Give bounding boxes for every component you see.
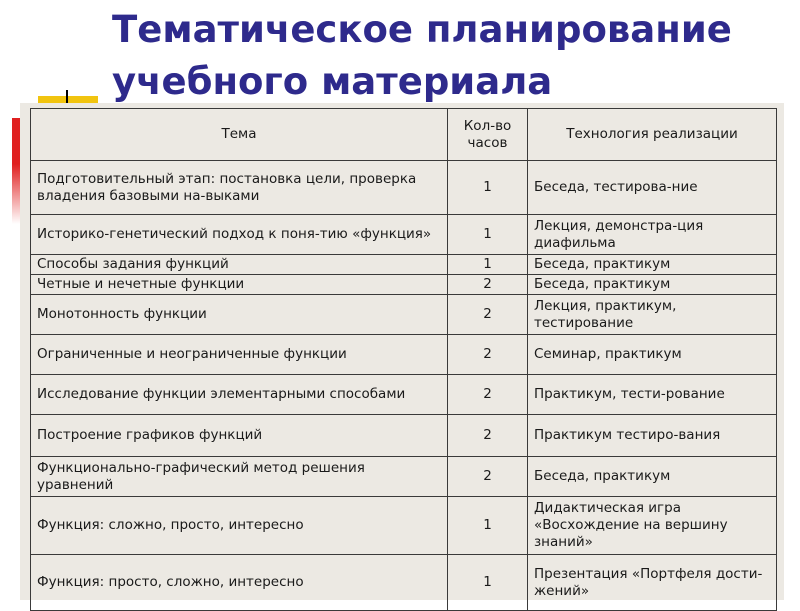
cell-technology: Презентация «Портфеля дости-жений» <box>528 555 777 611</box>
cell-hours: 2 <box>448 275 528 295</box>
cell-technology: Семинар, практикум <box>528 335 777 375</box>
table-row <box>31 457 777 497</box>
table-row <box>31 497 777 555</box>
table-header-row <box>31 109 777 161</box>
table-row <box>31 275 777 295</box>
cell-technology: Беседа, практикум <box>528 255 777 275</box>
cell-topic: Исследование функции элементарными способами <box>31 375 448 415</box>
table-row <box>31 161 777 215</box>
table-row <box>31 415 777 457</box>
table-row <box>31 335 777 375</box>
table-row <box>31 215 777 255</box>
cell-hours: 1 <box>448 215 528 255</box>
cell-hours: 2 <box>448 335 528 375</box>
table-row <box>31 255 777 275</box>
slide-title: Тематическое планирование учебного материала <box>112 8 732 103</box>
header-technology: Технология реализации <box>528 109 777 161</box>
cell-hours: 2 <box>448 415 528 457</box>
cell-hours: 1 <box>448 555 528 611</box>
cell-hours: 2 <box>448 457 528 497</box>
header-topic: Тема <box>31 109 448 161</box>
cell-hours: 2 <box>448 295 528 335</box>
cell-hours: 1 <box>448 161 528 215</box>
cell-topic: Построение графиков функций <box>31 415 448 457</box>
cell-topic: Функционально-графический метод решения уравнений <box>31 457 448 497</box>
cell-hours: 2 <box>448 375 528 415</box>
cell-technology: Беседа, тестирова-ние <box>528 161 777 215</box>
cell-topic: Функция: просто, сложно, интересно <box>31 555 448 611</box>
cell-technology: Беседа, практикум <box>528 275 777 295</box>
table-row <box>31 375 777 415</box>
cell-topic: Функция: сложно, просто, интересно <box>31 497 448 555</box>
cell-topic: Ограниченные и неограниченные функции <box>31 335 448 375</box>
cell-topic: Четные и нечетные функции <box>31 275 448 295</box>
cell-topic: Историко-генетический подход к поня-тию «функция» <box>31 215 448 255</box>
cell-technology: Дидактическая игра «Восхождение на вершину знаний» <box>528 497 777 555</box>
cell-hours: 1 <box>448 255 528 275</box>
cell-technology: Практикум, тести-рование <box>528 375 777 415</box>
cell-topic: Способы задания функций <box>31 255 448 275</box>
table-row <box>31 555 777 611</box>
cell-technology: Лекция, практикум, тестирование <box>528 295 777 335</box>
table-row <box>31 295 777 335</box>
cell-topic: Подготовительный этап: постановка цели, проверка владения базовыми на-выками <box>31 161 448 215</box>
cell-technology: Беседа, практикум <box>528 457 777 497</box>
cell-technology: Лекция, демонстра-ция диафильма <box>528 215 777 255</box>
cell-hours: 1 <box>448 497 528 555</box>
cell-technology: Практикум тестиро-вания <box>528 415 777 457</box>
planning-table <box>30 108 777 611</box>
header-hours: Кол-во часов <box>448 109 528 161</box>
cell-topic: Монотонность функции <box>31 295 448 335</box>
